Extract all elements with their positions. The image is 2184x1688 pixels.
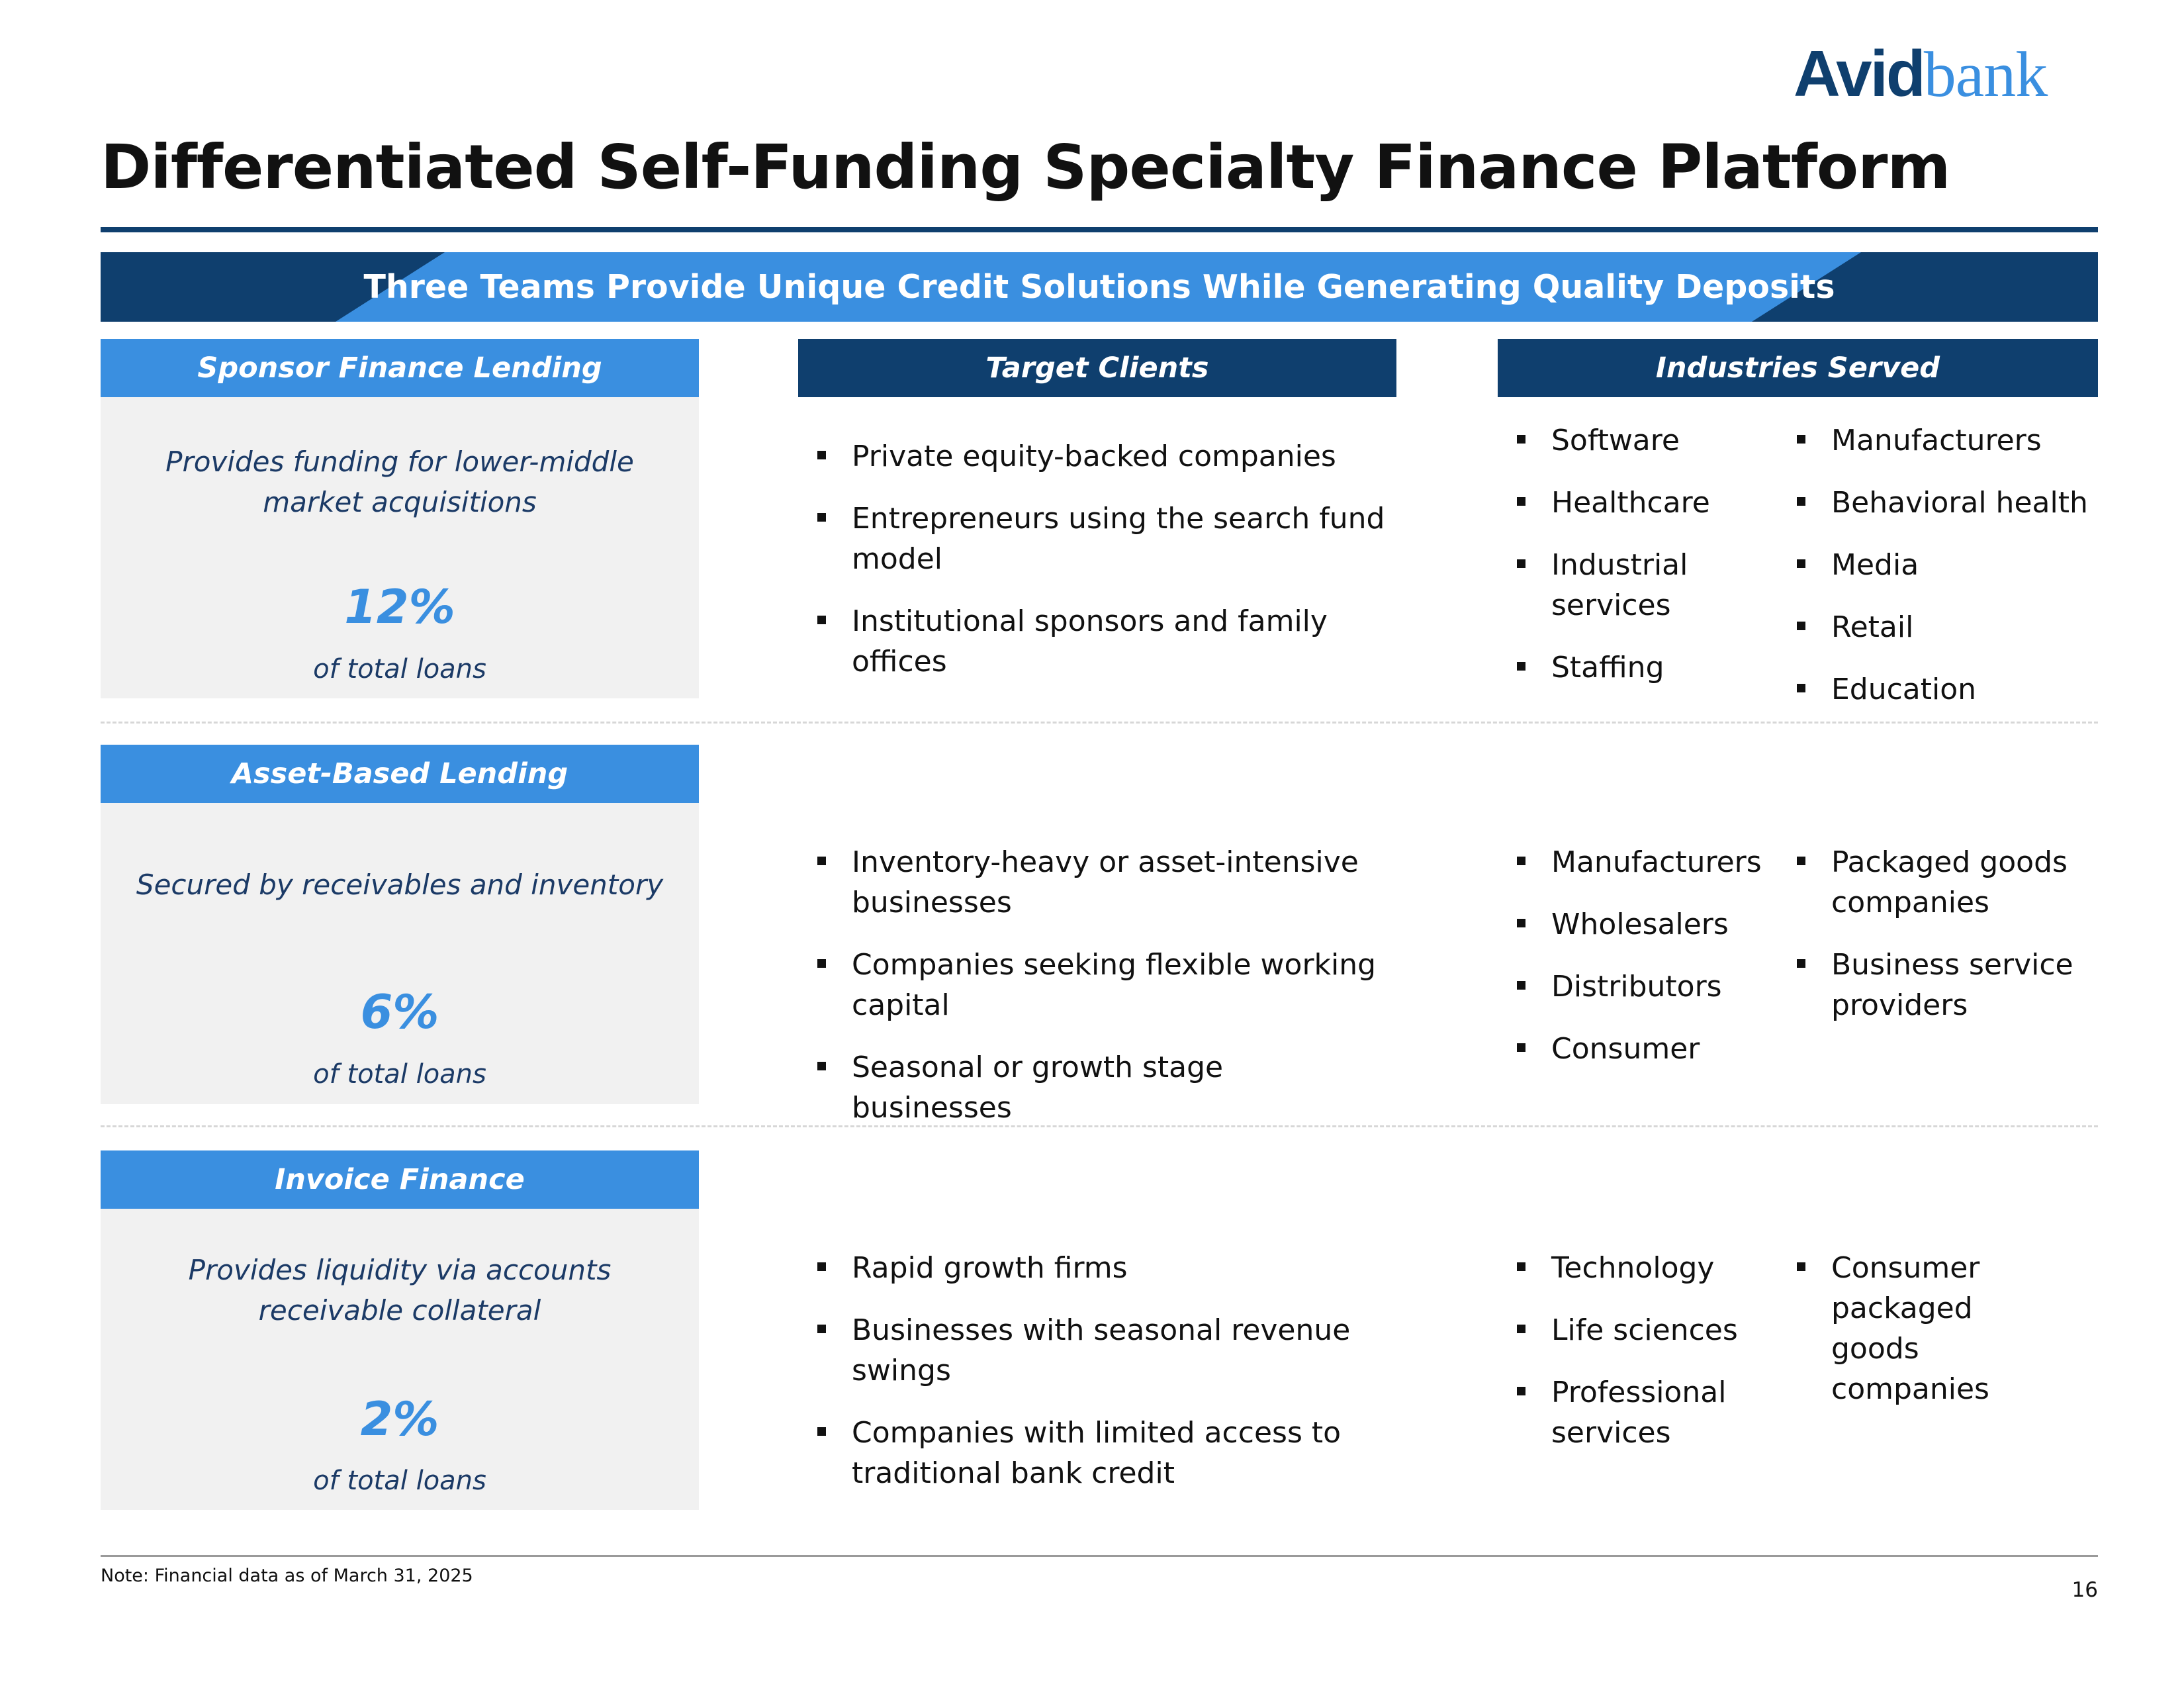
list-item: Companies seeking flexible working capital (816, 945, 1385, 1025)
column-header-industries-served: Industries Served (1498, 339, 2098, 397)
list-item: Retail (1796, 607, 2100, 647)
row-divider (101, 1125, 2098, 1127)
list-item: Companies with limited access to traditional bank credit (816, 1413, 1385, 1493)
list-item: Manufacturers (1516, 842, 1780, 882)
banner (101, 252, 2098, 322)
list-item: Consumer packaged goods companies (1796, 1248, 2060, 1409)
team-loan-percent: 2% (360, 1392, 439, 1446)
page-number: 16 (2071, 1578, 2098, 1602)
list-item: Seasonal or growth stage businesses (816, 1047, 1385, 1128)
list-item: Staffing (1516, 647, 1780, 688)
team-loan-percent-label: of total loans (313, 1059, 486, 1090)
page-title: Differentiated Self-Funding Specialty Finance Platform (101, 132, 1950, 203)
list-item: Education (1796, 669, 2100, 710)
title-divider (101, 227, 2098, 232)
team-loan-percent-label: of total loans (313, 1466, 486, 1496)
list-item: Media (1796, 545, 2100, 585)
list-item: Private equity-backed companies (816, 436, 1385, 477)
list-item: Behavioral health (1796, 483, 2100, 523)
list-item: Entrepreneurs using the search fund model (816, 498, 1385, 579)
list-item: Business service providers (1796, 945, 2080, 1025)
list-item: Professional services (1516, 1372, 1780, 1453)
team-loan-percent-label: of total loans (313, 654, 486, 684)
industries-list-left-asset-based-lending (1516, 842, 1780, 1091)
list-item: Life sciences (1516, 1310, 1780, 1350)
logo-part-avid: Avid (1794, 37, 1924, 110)
industries-list-right-sponsor-finance (1796, 420, 2100, 731)
list-item: Inventory-heavy or asset-intensive businesses (816, 842, 1385, 923)
banner-text: Three Teams Provide Unique Credit Solutions While Generating Quality Deposits (363, 268, 1835, 306)
team-panel-sponsor-finance (101, 397, 699, 698)
target-clients-list-sponsor-finance (816, 436, 1385, 704)
team-description: Secured by receivables and inventory (136, 868, 664, 901)
team-description: Provides funding for lower-middle market acquisitions (165, 445, 634, 518)
list-item: Healthcare (1516, 483, 1780, 523)
logo-part-bank: bank (1923, 39, 2048, 111)
target-clients-list-asset-based-lending (816, 842, 1385, 1150)
team-header-sponsor-finance: Sponsor Finance Lending (101, 339, 699, 397)
list-item: Institutional sponsors and family offices (816, 601, 1385, 682)
industries-list-right-asset-based-lending (1796, 842, 2080, 1047)
team-description: Provides liquidity via accounts receivable collateral (188, 1254, 612, 1327)
list-item: Manufacturers (1796, 420, 2100, 461)
team-header-asset-based-lending: Asset-Based Lending (101, 745, 699, 803)
list-item: Packaged goods companies (1796, 842, 2080, 923)
list-item: Technology (1516, 1248, 1780, 1288)
industries-list-right-invoice-finance (1796, 1248, 2060, 1431)
column-header-target-clients: Target Clients (798, 339, 1396, 397)
target-clients-list-invoice-finance (816, 1248, 1385, 1515)
avidbank-logo (1794, 37, 2048, 111)
industries-list-left-sponsor-finance (1516, 420, 1780, 710)
list-item: Consumer (1516, 1029, 1780, 1069)
team-panel-invoice-finance (101, 1209, 699, 1510)
team-panel-asset-based-lending (101, 803, 699, 1104)
list-item: Businesses with seasonal revenue swings (816, 1310, 1385, 1391)
team-loan-percent: 6% (360, 985, 439, 1039)
team-loan-percent: 12% (344, 580, 455, 634)
footer-divider (101, 1555, 2098, 1557)
list-item: Wholesalers (1516, 904, 1780, 945)
row-divider (101, 722, 2098, 724)
list-item: Industrial services (1516, 545, 1780, 626)
list-item: Rapid growth firms (816, 1248, 1385, 1288)
footnote: Note: Financial data as of March 31, 2025 (101, 1566, 473, 1586)
industries-list-left-invoice-finance (1516, 1248, 1780, 1475)
list-item: Software (1516, 420, 1780, 461)
team-header-invoice-finance: Invoice Finance (101, 1150, 699, 1209)
list-item: Distributors (1516, 966, 1780, 1007)
